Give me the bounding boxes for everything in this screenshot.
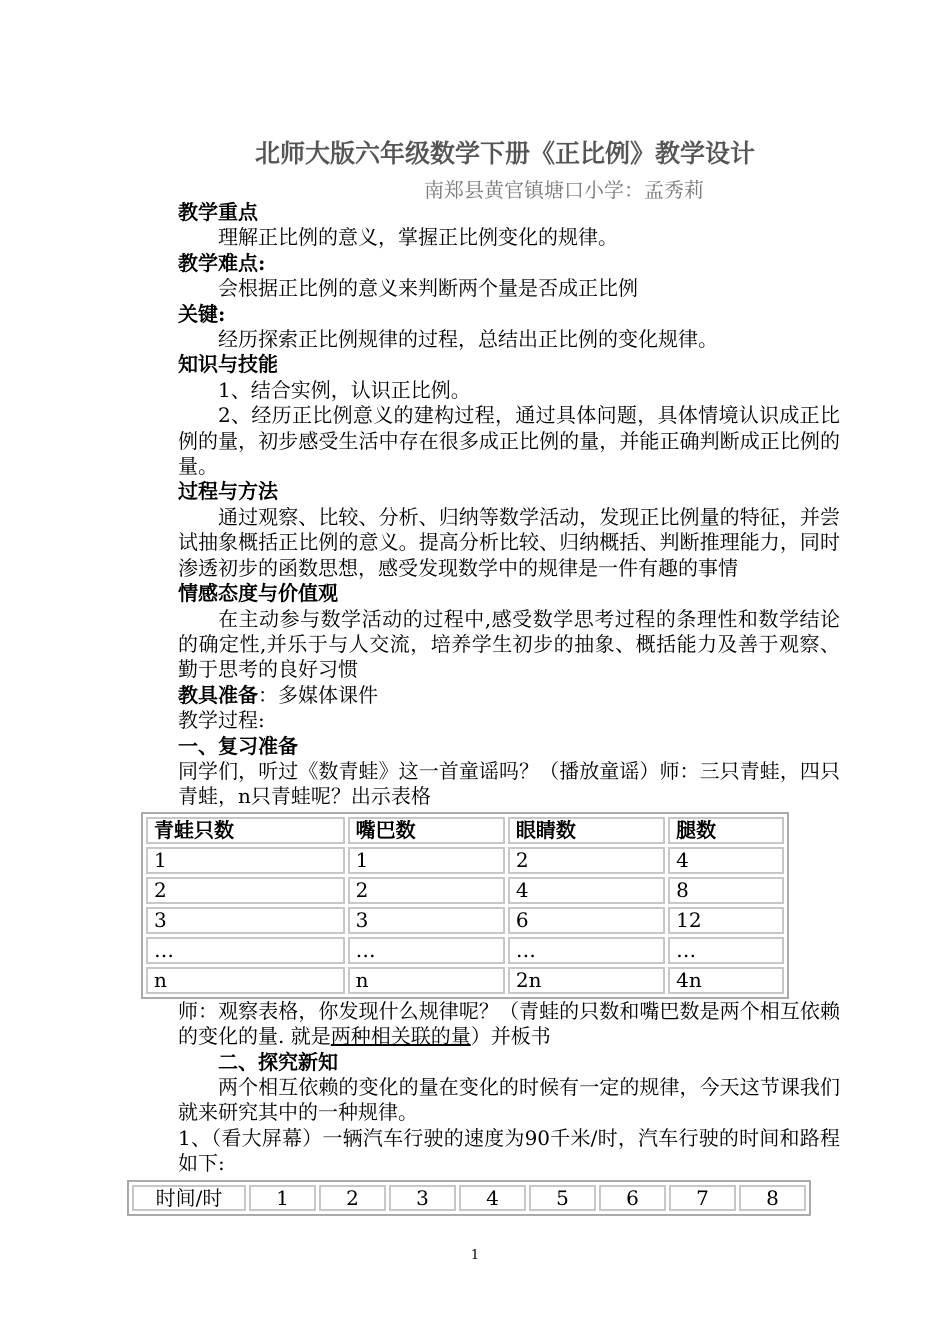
table-cell: 4n (668, 967, 784, 994)
text-process: 通过观察、比较、分析、归纳等数学活动，发现正比例量的特征，并尝试抽象概括正比例的意义。提高分析比较、归纳概括、判断推理能力，同时渗透初步的函数思想，感受发现数学中的规律是一件有趣的事情 (178, 504, 840, 580)
table-header-cell: 腿数 (668, 817, 784, 844)
table-cell: … (508, 937, 665, 964)
table-cell: 7 (669, 1185, 736, 1211)
table-cell: 4 (459, 1185, 526, 1211)
table-cell: 1 (249, 1185, 316, 1211)
heading-tools: 教具准备 (178, 682, 258, 707)
text-part1: 同学们，听过《数青蛙》这一首童谣吗？（播放童谣）师：三只青蛙，四只青蛙，n只青蛙呢？出示表格 (178, 758, 840, 809)
text-tools: ：多媒体课件 (258, 682, 378, 707)
text-observe (178, 999, 840, 1050)
heading-knowledge: 知识与技能 (178, 352, 278, 377)
document-title: 北师大版六年级数学下册《正比例》教学设计 (254, 139, 755, 168)
table-row (132, 1185, 806, 1211)
table-cell: 8 (739, 1185, 806, 1211)
text-key: 经历探索正比例规律的过程，总结出正比例的变化规律。 (218, 327, 718, 352)
author-line: 南郑县黄官镇塘口小学：孟秀莉 (424, 178, 704, 202)
observe-text-a: 师：观察表格，你发现什么规律呢？（青蛙的只数和嘴巴数是两个相互依赖的变化的量. 就是 (178, 998, 840, 1049)
tools-line (178, 683, 840, 708)
table-cell: 12 (668, 907, 784, 934)
table-cell: 2 (348, 877, 505, 904)
heading-part2: 二、探究新知 (218, 1049, 338, 1074)
frog-table (141, 812, 789, 999)
table-cell: … (146, 937, 345, 964)
observe-text-underlined: 两种相关联的量 (330, 1024, 471, 1049)
observe-text-b: ）并板书 (470, 1024, 551, 1049)
table-cell: 2 (508, 847, 665, 874)
table-row (146, 967, 784, 994)
table-cell: 3 (146, 907, 345, 934)
table-cell: 3 (389, 1185, 456, 1211)
text-knowledge-1: 1、结合实例，认识正比例。 (218, 377, 471, 402)
table-cell: 2 (146, 877, 345, 904)
table-cell-label: 时间/时 (132, 1185, 246, 1211)
table-cell: 3 (348, 907, 505, 934)
heading-part1: 一、复习准备 (178, 733, 298, 758)
table-cell: 4 (668, 847, 784, 874)
table-header-row (146, 817, 784, 844)
table-cell: … (348, 937, 505, 964)
table-cell: 6 (508, 907, 665, 934)
table-cell: 2n (508, 967, 665, 994)
table-cell: 4 (508, 877, 665, 904)
heading-emotion: 情感态度与价值观 (178, 581, 338, 606)
table-row (146, 877, 784, 904)
table-row (146, 907, 784, 934)
table-cell: 1 (146, 847, 345, 874)
table-row (146, 937, 784, 964)
heading-focus: 教学重点 (178, 200, 258, 224)
table-cell: 6 (599, 1185, 666, 1211)
text-focus: 理解正比例的意义，掌握正比例变化的规律。 (218, 225, 618, 250)
text-emotion: 在主动参与数学活动的过程中,感受数学思考过程的条理性和数学结论的确定性,并乐于与人交流，培养学生初步的抽象、概括能力及善于观察、勤于思考的良好习惯 (178, 606, 840, 682)
table-row (146, 847, 784, 874)
table-cell: n (348, 967, 505, 994)
heading-difficulty: 教学难点: (178, 250, 266, 275)
table-header-cell: 青蛙只数 (146, 817, 345, 844)
time-table (127, 1180, 811, 1216)
text-knowledge-2: 2、经历正比例意义的建构过程，通过具体问题，具体情境认识成正比例的量，初步感受生活中存在很多成正比例的量，并能正确判断成正比例的量。 (178, 403, 840, 479)
text-difficulty: 会根据正比例的意义来判断两个量是否成正比例 (218, 276, 638, 301)
text-part2: 两个相互依赖的变化的量在变化的时候有一定的规律，今天这节课我们就来研究其中的一种规律。 (178, 1074, 840, 1125)
table-cell: 5 (529, 1185, 596, 1211)
table-header-cell: 嘴巴数 (348, 817, 505, 844)
table-cell: n (146, 967, 345, 994)
table-cell: 2 (319, 1185, 386, 1211)
heading-key: 关键: (178, 301, 226, 326)
table-header-cell: 眼睛数 (508, 817, 665, 844)
text-car: 1、（看大屏幕）一辆汽车行驶的速度为90千米/时，汽车行驶的时间和路程如下: (178, 1125, 840, 1176)
procedure-label: 教学过程: (178, 708, 265, 733)
table-cell: 8 (668, 877, 784, 904)
heading-process: 过程与方法 (178, 479, 278, 504)
table-cell: … (668, 937, 784, 964)
document-body (154, 200, 840, 1177)
page-number: 1 (470, 1248, 480, 1263)
table-cell: 1 (348, 847, 505, 874)
